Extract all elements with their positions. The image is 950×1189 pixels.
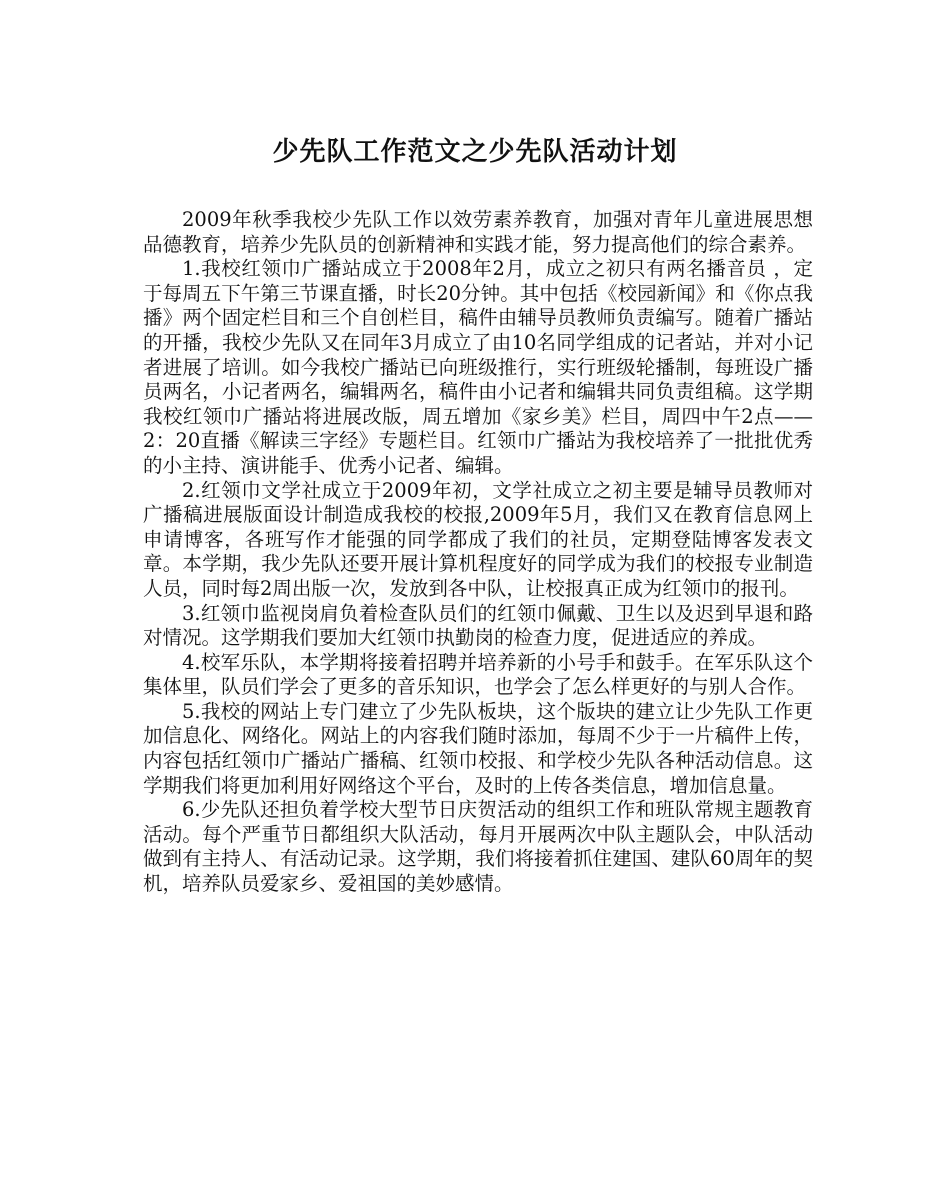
paragraph-intro: 2009年秋季我校少先队工作以效劳素养教育，加强对青年儿童进展思想品德教育，培养少先队员的创新精神和实践才能，努力提高他们的综合素养。 — [143, 208, 813, 256]
paragraph-item-1: 1.我校红领巾广播站成立于2008年2月，成立之初只有两名播音员 ，定于每周五下午第三节课直播，时长20分钟。其中包括《校园新闻》和《你点我播》两个固定栏目和三个自创栏目，稿件由辅导员教师负责编写。随着广播站的开播，我校少先队又在同年3月成立了由10名同学组成的记者站，并对小记者进展了培训。如今我校广播站已向班级推行，实行班级轮播制，每班设广播员两名，小记者两名，编辑两名，稿件由小记者和编辑共同负责组稿。这学期我校红领巾广播站将进展改版，周五增加《家乡美》栏目，周四中午2点——2：20直播《解读三字经》专题栏目。红领巾广播站为我校培养了一批批优秀的小主持、演讲能手、优秀小记者、编辑。 — [143, 257, 813, 477]
paragraph-item-6: 6.少先队还担负着学校大型节日庆贺活动的组织工作和班队常规主题教育活动。每个严重节日都组织大队活动，每月开展两次中队主题队会，中队活动做到有主持人、有活动记录。这学期，我们将接着抓住建国、建队60周年的契机，培养队员爱家乡、爱祖国的美妙感情。 — [143, 798, 813, 896]
document-body — [143, 208, 813, 897]
paragraph-item-4: 4.校军乐队，本学期将接着招聘并培养新的小号手和鼓手。在军乐队这个集体里，队员们学会了更多的音乐知识，也学会了怎么样更好的与别人合作。 — [143, 650, 813, 699]
paragraph-item-5: 5.我校的网站上专门建立了少先队板块，这个版块的建立让少先队工作更加信息化、网络化。网站上的内容我们随时添加，每周不少于一片稿件上传，内容包括红领巾广播站广播稿、红领巾校报、和学校少先队各种活动信息。这学期我们将更加利用好网络这个平台，及时的上传各类信息，增加信息量。 — [143, 699, 813, 797]
paragraph-item-2: 2.红领巾文学社成立于2009年初，文学社成立之初主要是辅导员教师对广播稿进展版面设计制造成我校的校报,2009年5月，我们又在教育信息网上申请博客，各班写作才能强的同学都成了我们的社员，定期登陆博客发表文章。本学期，我少先队还要开展计算机程度好的同学成为我们的校报专业制造人员，同时每2周出版一次，发放到各中队，让校报真正成为红领巾的报刊。 — [143, 478, 813, 600]
paragraph-item-3: 3.红领巾监视岗肩负着检查队员们的红领巾佩戴、卫生以及迟到早退和路对情况。这学期我们要加大红领巾执勤岗的检查力度，促进适应的养成。 — [143, 601, 813, 650]
document-title: 少先队工作范文之少先队活动计划 — [272, 137, 678, 167]
